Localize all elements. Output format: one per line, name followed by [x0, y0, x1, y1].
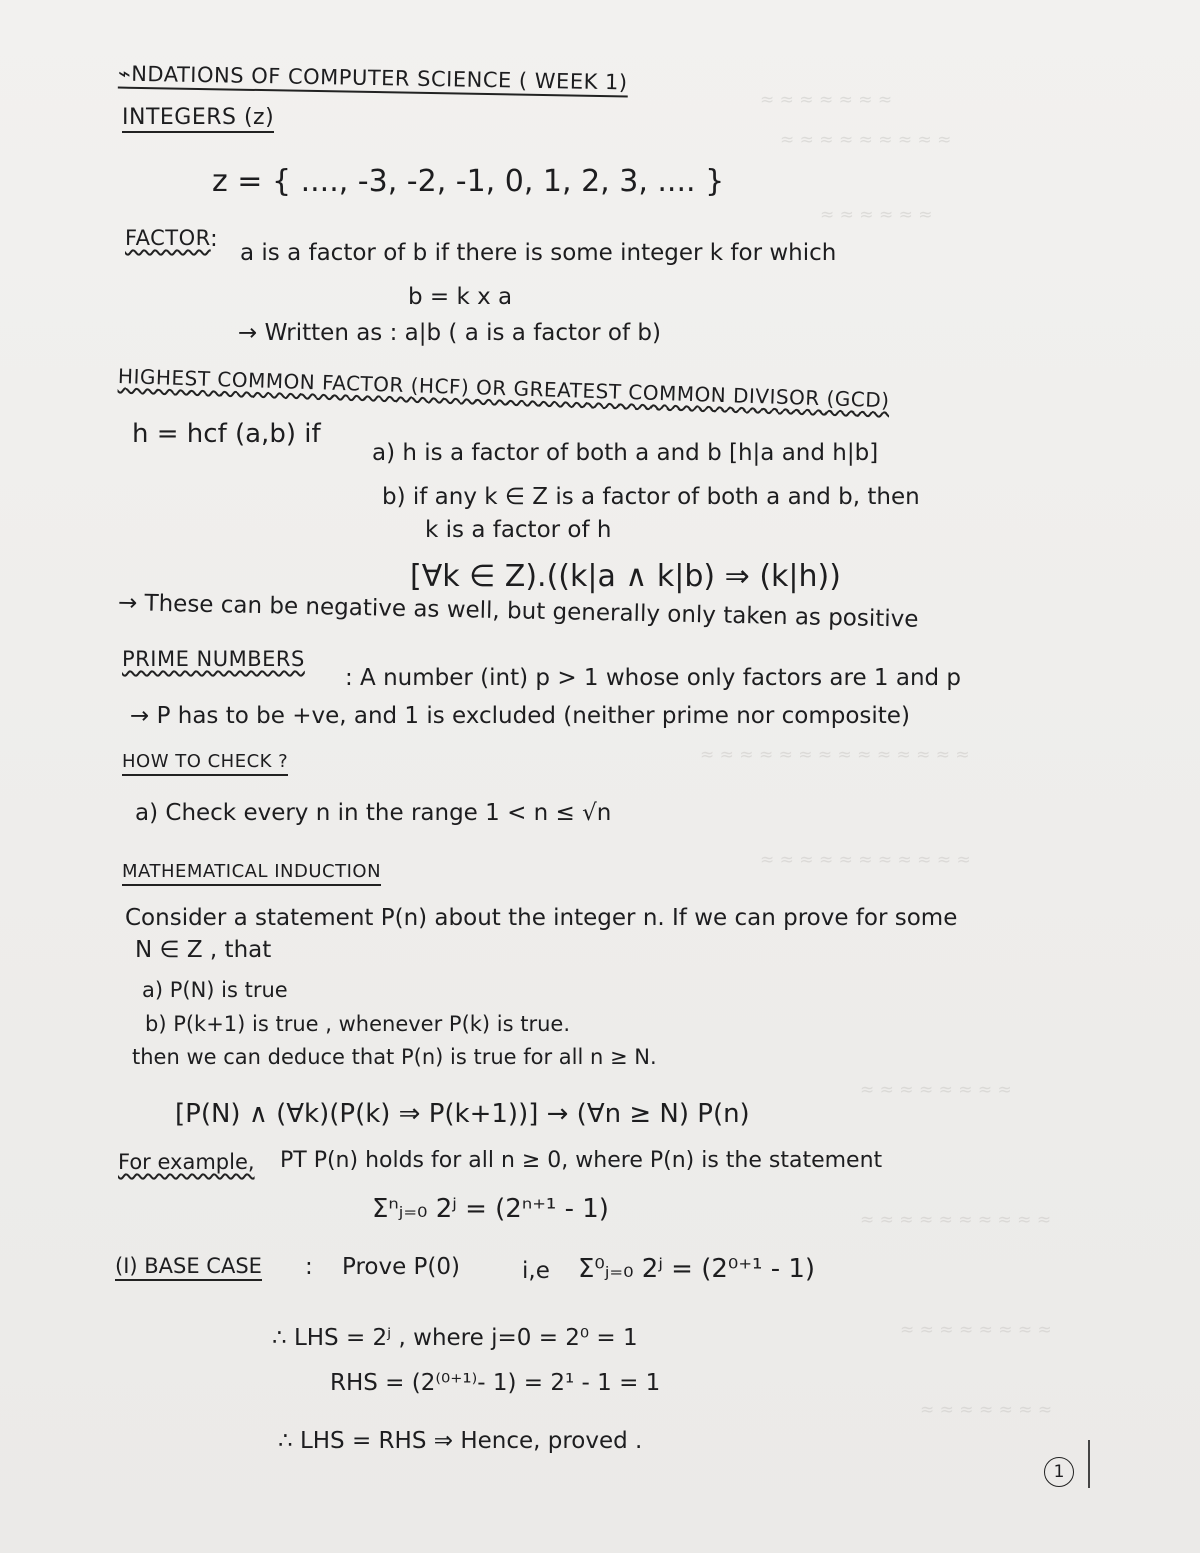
lhs-calculation: ∴ LHS = 2ʲ , where j=0 = 2⁰ = 1 [272, 1325, 638, 1351]
hcf-note: → These can be negative as well, but generally only taken as positive [117, 590, 919, 633]
example-sum-formula: Σⁿⱼ₌₀ 2ʲ = (2ⁿ⁺¹ - 1) [372, 1194, 609, 1224]
primes-definition: : A number (int) p > 1 whose only factors are 1 and p [345, 665, 962, 691]
factor-sep: : [210, 226, 218, 252]
base-case-sep: : [305, 1254, 313, 1280]
factor-label: FACTOR [125, 226, 211, 250]
induction-heading: MATHEMATICAL INDUCTION [122, 862, 381, 886]
factor-definition: a is a factor of b if there is some integer k for which [240, 240, 837, 266]
base-case-sum: Σ⁰ⱼ₌₀ 2ʲ = (2⁰⁺¹ - 1) [578, 1254, 816, 1284]
hcf-formula: [∀k ∈ Z).((k|a ∧ k|b) ⇒ (k|h)) [410, 559, 841, 594]
base-case-label: (I) BASE CASE [115, 1254, 262, 1281]
page-number: 1 [1044, 1457, 1074, 1487]
primes-note: → P has to be +ve, and 1 is excluded (neither prime nor composite) [130, 703, 910, 729]
bleed-through-text: ≈ ≈ ≈ ≈ ≈ ≈ ≈ ≈ [860, 1080, 1012, 1100]
bleed-through-text: ≈ ≈ ≈ ≈ ≈ ≈ ≈ ≈ ≈ ≈ ≈ ≈ ≈ ≈ [700, 745, 970, 765]
bleed-through-text: ≈ ≈ ≈ ≈ ≈ ≈ ≈ [920, 1400, 1053, 1420]
factor-formula: b = k x a [408, 284, 513, 310]
base-case-prove: Prove P(0) [342, 1254, 461, 1280]
bleed-through-text: ≈ ≈ ≈ ≈ ≈ ≈ [820, 205, 933, 225]
induction-conclusion: then we can deduce that P(n) is true for all n ≥ N. [132, 1045, 657, 1069]
check-step-a: a) Check every n in the range 1 < n ≤ √n [135, 800, 612, 826]
induction-formula: [P(N) ∧ (∀k)(P(k) ⇒ P(k+1))] → (∀n ≥ N) P(n) [175, 1099, 750, 1129]
page-title: ⌁NDATIONS OF COMPUTER SCIENCE ( WEEK 1) [118, 62, 628, 98]
bleed-through-text: ≈ ≈ ≈ ≈ ≈ ≈ ≈ ≈ ≈ [780, 130, 952, 150]
induction-step-a: a) P(N) is true [142, 978, 288, 1002]
margin-line [1088, 1440, 1090, 1488]
hcf-condition-b-line1: b) if any k ∈ Z is a factor of both a and b, then [382, 484, 920, 510]
integer-set: z = { ...., -3, -2, -1, 0, 1, 2, 3, .... } [212, 164, 725, 199]
induction-intro-line1: Consider a statement P(n) about the integer n. If we can prove for some [125, 905, 958, 931]
example-lead: For example, [118, 1150, 255, 1174]
primes-label: PRIME NUMBERS [122, 647, 305, 671]
proof-result: ∴ LHS = RHS ⇒ Hence, proved . [278, 1428, 643, 1454]
factor-notation: → Written as : a|b ( a is a factor of b) [238, 320, 661, 346]
integers-heading: INTEGERS (z) [122, 105, 274, 133]
bleed-through-text: ≈ ≈ ≈ ≈ ≈ ≈ ≈ ≈ ≈ ≈ [860, 1210, 1052, 1230]
hcf-condition-b-line2: k is a factor of h [425, 517, 612, 543]
bleed-through-text: ≈ ≈ ≈ ≈ ≈ ≈ ≈ ≈ [900, 1320, 1052, 1340]
induction-step-b: b) P(k+1) is true , whenever P(k) is true. [145, 1012, 571, 1036]
how-to-check-heading: HOW TO CHECK ? [122, 752, 288, 776]
hcf-lead: h = hcf (a,b) if [132, 419, 321, 449]
induction-intro-line2: N ∈ Z , that [135, 937, 272, 963]
hcf-heading: HIGHEST COMMON FACTOR (HCF) OR GREATEST COMMON DIVISOR (GCD) [117, 364, 890, 413]
bleed-through-text: ≈ ≈ ≈ ≈ ≈ ≈ ≈ ≈ ≈ ≈ ≈ [760, 850, 971, 870]
bleed-through-text: ≈ ≈ ≈ ≈ ≈ ≈ ≈ [760, 90, 893, 110]
base-case-ie: i,e [522, 1258, 550, 1284]
hcf-condition-a: a) h is a factor of both a and b [h|a and h|b] [372, 440, 879, 466]
example-statement: PT P(n) holds for all n ≥ 0, where P(n) is the statement [280, 1148, 883, 1173]
rhs-calculation: RHS = (2⁽⁰⁺¹⁾- 1) = 2¹ - 1 = 1 [330, 1370, 661, 1396]
